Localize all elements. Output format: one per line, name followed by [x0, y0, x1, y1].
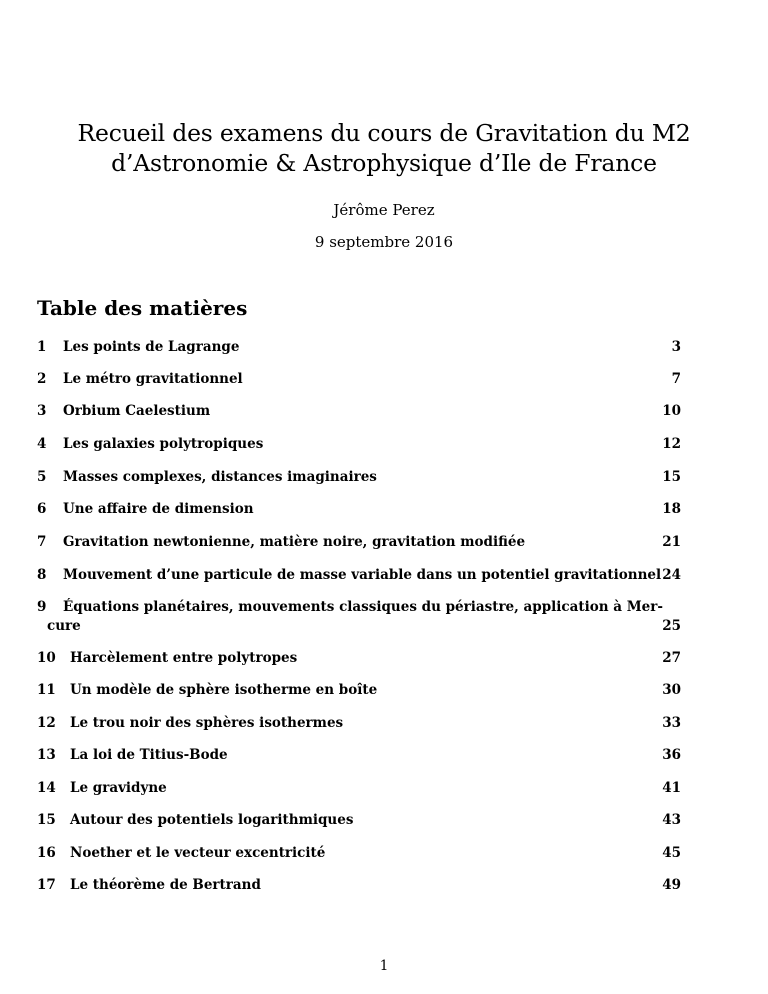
- toc-heading: Table des matières: [37, 296, 248, 320]
- toc-entry-label: La loi de Titius-Bode: [70, 747, 228, 763]
- toc-entry-label: Les galaxies polytropiques: [63, 436, 264, 452]
- toc-entry-page: 33: [662, 715, 681, 731]
- toc-entry-page: 12: [662, 436, 681, 452]
- toc-entry-number: 9: [37, 599, 47, 615]
- toc-entry-page: 7: [671, 371, 681, 387]
- toc-entry-number: 8: [37, 567, 47, 583]
- toc-entry-page: 36: [662, 747, 681, 763]
- toc-entry-label: Les points de Lagrange: [63, 339, 240, 355]
- toc-entry-number: 5: [37, 469, 47, 485]
- toc-entry-page: 18: [662, 501, 681, 517]
- toc-entry-label: Harcèlement entre polytropes: [70, 650, 298, 666]
- toc-entry-label: Le trou noir des sphères isothermes: [70, 715, 344, 731]
- toc-entry-page: 3: [671, 339, 681, 355]
- toc-entry-label: Masses complexes, distances imaginaires: [63, 469, 377, 485]
- document-title: [0, 118, 768, 178]
- toc-entry-number: 2: [37, 371, 47, 387]
- toc-entry-label: Mouvement d’une particule de masse variable dans un potentiel gravitationnel: [63, 567, 662, 583]
- toc-entry-page: 43: [662, 812, 681, 828]
- toc-entry-number: 6: [37, 501, 47, 517]
- toc-entry-page: 25: [662, 618, 681, 634]
- title-line-1: Recueil des examens du cours de Gravitation du M2: [77, 119, 691, 147]
- toc-entry-page: 10: [662, 403, 681, 419]
- toc-entry-number: 14: [37, 780, 56, 796]
- toc-entry-label: Le métro gravitationnel: [63, 371, 243, 387]
- toc-entry-page: 27: [662, 650, 681, 666]
- author: Jérôme Perez: [333, 201, 435, 219]
- toc-entry-number: 4: [37, 436, 47, 452]
- toc-entry-label: Le théorème de Bertrand: [70, 877, 261, 893]
- toc-entry-label: Noether et le vecteur excentricité: [70, 845, 326, 861]
- toc-entry-number: 1: [37, 339, 47, 355]
- toc-entry-page: 15: [662, 469, 681, 485]
- toc-entry-number: 16: [37, 845, 56, 861]
- toc-entry-page: 41: [662, 780, 681, 796]
- title-line-2: d’Astronomie & Astrophysique d’Ile de France: [111, 149, 657, 177]
- toc-entry-number: 12: [37, 715, 56, 731]
- toc-entry-number: 10: [37, 650, 56, 666]
- toc-entry-number: 3: [37, 403, 47, 419]
- toc-entry-number: 17: [37, 877, 56, 893]
- toc-entry-label: Gravitation newtonienne, matière noire, gravitation modifiée: [63, 534, 526, 550]
- toc-entry-label: Le gravidyne: [70, 780, 167, 796]
- toc-entry-page: 24: [662, 567, 681, 583]
- toc-entry-label: Un modèle de sphère isotherme en boîte: [70, 682, 378, 698]
- toc-entry-label: Orbium Caelestium: [63, 403, 211, 419]
- toc-entry-page: 45: [662, 845, 681, 861]
- date: 9 septembre 2016: [314, 233, 454, 251]
- toc-entry-page: 21: [662, 534, 681, 550]
- toc-entry-page: 30: [662, 682, 681, 698]
- toc-entry-label: Autour des potentiels logarithmiques: [70, 812, 354, 828]
- toc-entry-number: 7: [37, 534, 47, 550]
- page-number: 1: [379, 958, 389, 974]
- toc-entry-number: 13: [37, 747, 56, 763]
- toc-entry-number: 15: [37, 812, 56, 828]
- toc-entry-label-continued: cure: [47, 618, 81, 634]
- toc-entry-page: 49: [662, 877, 681, 893]
- toc-entry-label: Équations planétaires, mouvements classiques du périastre, application à Mer-: [63, 599, 663, 615]
- toc-entry-label: Une affaire de dimension: [63, 501, 254, 517]
- toc-entry-number: 11: [37, 682, 56, 698]
